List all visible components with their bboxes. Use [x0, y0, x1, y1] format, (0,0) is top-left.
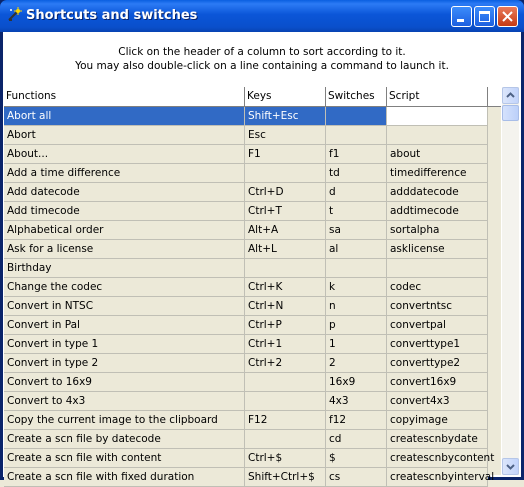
title-bar[interactable] — [0, 0, 524, 32]
cell-function: Create a scn file with content — [4, 449, 245, 468]
cell-keys: Ctrl+K — [245, 278, 326, 297]
maximize-button[interactable] — [474, 6, 495, 27]
cell-script — [387, 107, 488, 126]
table-row[interactable] — [4, 335, 488, 354]
cell-script: timedifference — [387, 164, 488, 183]
column-header-switches[interactable]: Switches — [326, 87, 387, 106]
vertical-scrollbar[interactable] — [502, 87, 519, 475]
table-row[interactable] — [4, 164, 488, 183]
instruction-line-1: Click on the header of a column to sort according to it. — [118, 46, 406, 58]
table-row[interactable] — [4, 240, 488, 259]
cell-function: Add timecode — [4, 202, 245, 221]
cell-function: Convert in NTSC — [4, 297, 245, 316]
cell-switches: f1 — [326, 145, 387, 164]
cell-script: adddatecode — [387, 183, 488, 202]
cell-keys — [245, 373, 326, 392]
table-row[interactable] — [4, 202, 488, 221]
table-row[interactable] — [4, 316, 488, 335]
column-header-script[interactable]: Script — [387, 87, 488, 106]
maximize-icon — [475, 7, 494, 26]
cell-function: Convert to 4x3 — [4, 392, 245, 411]
cell-script: createscnbyinterval — [387, 468, 488, 487]
cell-function: Convert to 16x9 — [4, 373, 245, 392]
cell-function: About... — [4, 145, 245, 164]
close-button[interactable] — [497, 6, 518, 27]
cell-keys: Shift+Esc — [245, 107, 326, 126]
cell-keys: Ctrl+2 — [245, 354, 326, 373]
cell-function: Copy the current image to the clipboard — [4, 411, 245, 430]
cell-keys: Ctrl+$ — [245, 449, 326, 468]
cell-switches: f12 — [326, 411, 387, 430]
cell-script: about — [387, 145, 488, 164]
table-row[interactable] — [4, 145, 488, 164]
cell-keys: Alt+A — [245, 221, 326, 240]
cell-keys: Ctrl+P — [245, 316, 326, 335]
cell-script: addtimecode — [387, 202, 488, 221]
cell-keys: Ctrl+D — [245, 183, 326, 202]
minimize-icon — [452, 7, 471, 26]
table-row[interactable] — [4, 259, 488, 278]
cell-switches — [326, 259, 387, 278]
cell-script: converttype1 — [387, 335, 488, 354]
cell-function: Change the codec — [4, 278, 245, 297]
cell-keys: Shift+Ctrl+$ — [245, 468, 326, 487]
scroll-down-button[interactable] — [502, 458, 519, 475]
cell-keys: Esc — [245, 126, 326, 145]
cell-keys: F1 — [245, 145, 326, 164]
cell-switches: 4x3 — [326, 392, 387, 411]
cell-script: copyimage — [387, 411, 488, 430]
cell-switches: 16x9 — [326, 373, 387, 392]
scroll-thumb[interactable] — [502, 105, 519, 121]
cell-keys: F12 — [245, 411, 326, 430]
table-row[interactable] — [4, 297, 488, 316]
cell-function: Create a scn file by datecode — [4, 430, 245, 449]
cell-keys: Ctrl+1 — [245, 335, 326, 354]
table-row[interactable] — [4, 373, 488, 392]
arrow-down-icon — [503, 459, 518, 474]
cell-switches: cs — [326, 468, 387, 487]
cell-function: Convert in Pal — [4, 316, 245, 335]
cell-function: Add a time difference — [4, 164, 245, 183]
cell-script — [387, 126, 488, 145]
table-row[interactable] — [4, 107, 488, 126]
cell-switches: 2 — [326, 354, 387, 373]
table-row[interactable] — [4, 392, 488, 411]
close-icon — [498, 7, 517, 26]
cell-function: Convert in type 1 — [4, 335, 245, 354]
cell-script: convertntsc — [387, 297, 488, 316]
cell-script: createscnbycontent — [387, 449, 488, 468]
column-header-functions[interactable]: Functions — [4, 87, 245, 106]
cell-switches: n — [326, 297, 387, 316]
cell-keys — [245, 164, 326, 183]
arrow-up-icon — [503, 88, 518, 103]
scroll-up-button[interactable] — [502, 87, 519, 104]
table-row[interactable] — [4, 278, 488, 297]
column-header-keys[interactable]: Keys — [245, 87, 326, 106]
table-row[interactable] — [4, 449, 495, 468]
table-row[interactable] — [4, 411, 488, 430]
cell-function: Birthday — [4, 259, 245, 278]
cell-switches: al — [326, 240, 387, 259]
cell-script: convert4x3 — [387, 392, 488, 411]
cell-function: Abort — [4, 126, 245, 145]
cell-script: sortalpha — [387, 221, 488, 240]
cell-keys: Ctrl+N — [245, 297, 326, 316]
cell-switches: d — [326, 183, 387, 202]
cell-switches: 1 — [326, 335, 387, 354]
cell-keys — [245, 259, 326, 278]
cell-switches: td — [326, 164, 387, 183]
cell-script: convert16x9 — [387, 373, 488, 392]
window-title: Shortcuts and switches — [26, 8, 198, 23]
cell-script: createscnbydate — [387, 430, 488, 449]
cell-switches: p — [326, 316, 387, 335]
table-header — [4, 87, 501, 107]
cell-function: Ask for a license — [4, 240, 245, 259]
table-row[interactable] — [4, 430, 488, 449]
cell-switches: $ — [326, 449, 387, 468]
app-icon — [6, 7, 22, 23]
cell-keys — [245, 430, 326, 449]
cell-switches: t — [326, 202, 387, 221]
table-row[interactable] — [4, 183, 488, 202]
cell-function: Add datecode — [4, 183, 245, 202]
table-row[interactable] — [4, 126, 488, 145]
cell-keys — [245, 392, 326, 411]
cell-script — [387, 259, 488, 278]
cell-function: Convert in type 2 — [4, 354, 245, 373]
instructions-panel — [3, 32, 521, 86]
client-area — [3, 32, 521, 483]
cell-script: asklicense — [387, 240, 488, 259]
minimize-button[interactable] — [451, 6, 472, 27]
cell-switches — [326, 126, 387, 145]
cell-keys: Ctrl+T — [245, 202, 326, 221]
table-row[interactable] — [4, 468, 495, 487]
cell-script: convertpal — [387, 316, 488, 335]
table-row[interactable] — [4, 221, 488, 240]
cell-switches: sa — [326, 221, 387, 240]
cell-script: converttype2 — [387, 354, 488, 373]
cell-keys: Alt+L — [245, 240, 326, 259]
instruction-line-2: You may also double-click on a line containing a command to launch it. — [75, 60, 449, 72]
cell-switches — [326, 107, 387, 126]
cell-switches: cd — [326, 430, 387, 449]
cell-function: Abort all — [4, 107, 245, 126]
cell-script: codec — [387, 278, 488, 297]
cell-function: Create a scn file with fixed duration — [4, 468, 245, 487]
cell-function: Alphabetical order — [4, 221, 245, 240]
shortcuts-table — [4, 87, 501, 483]
cell-switches: k — [326, 278, 387, 297]
table-row[interactable] — [4, 354, 488, 373]
